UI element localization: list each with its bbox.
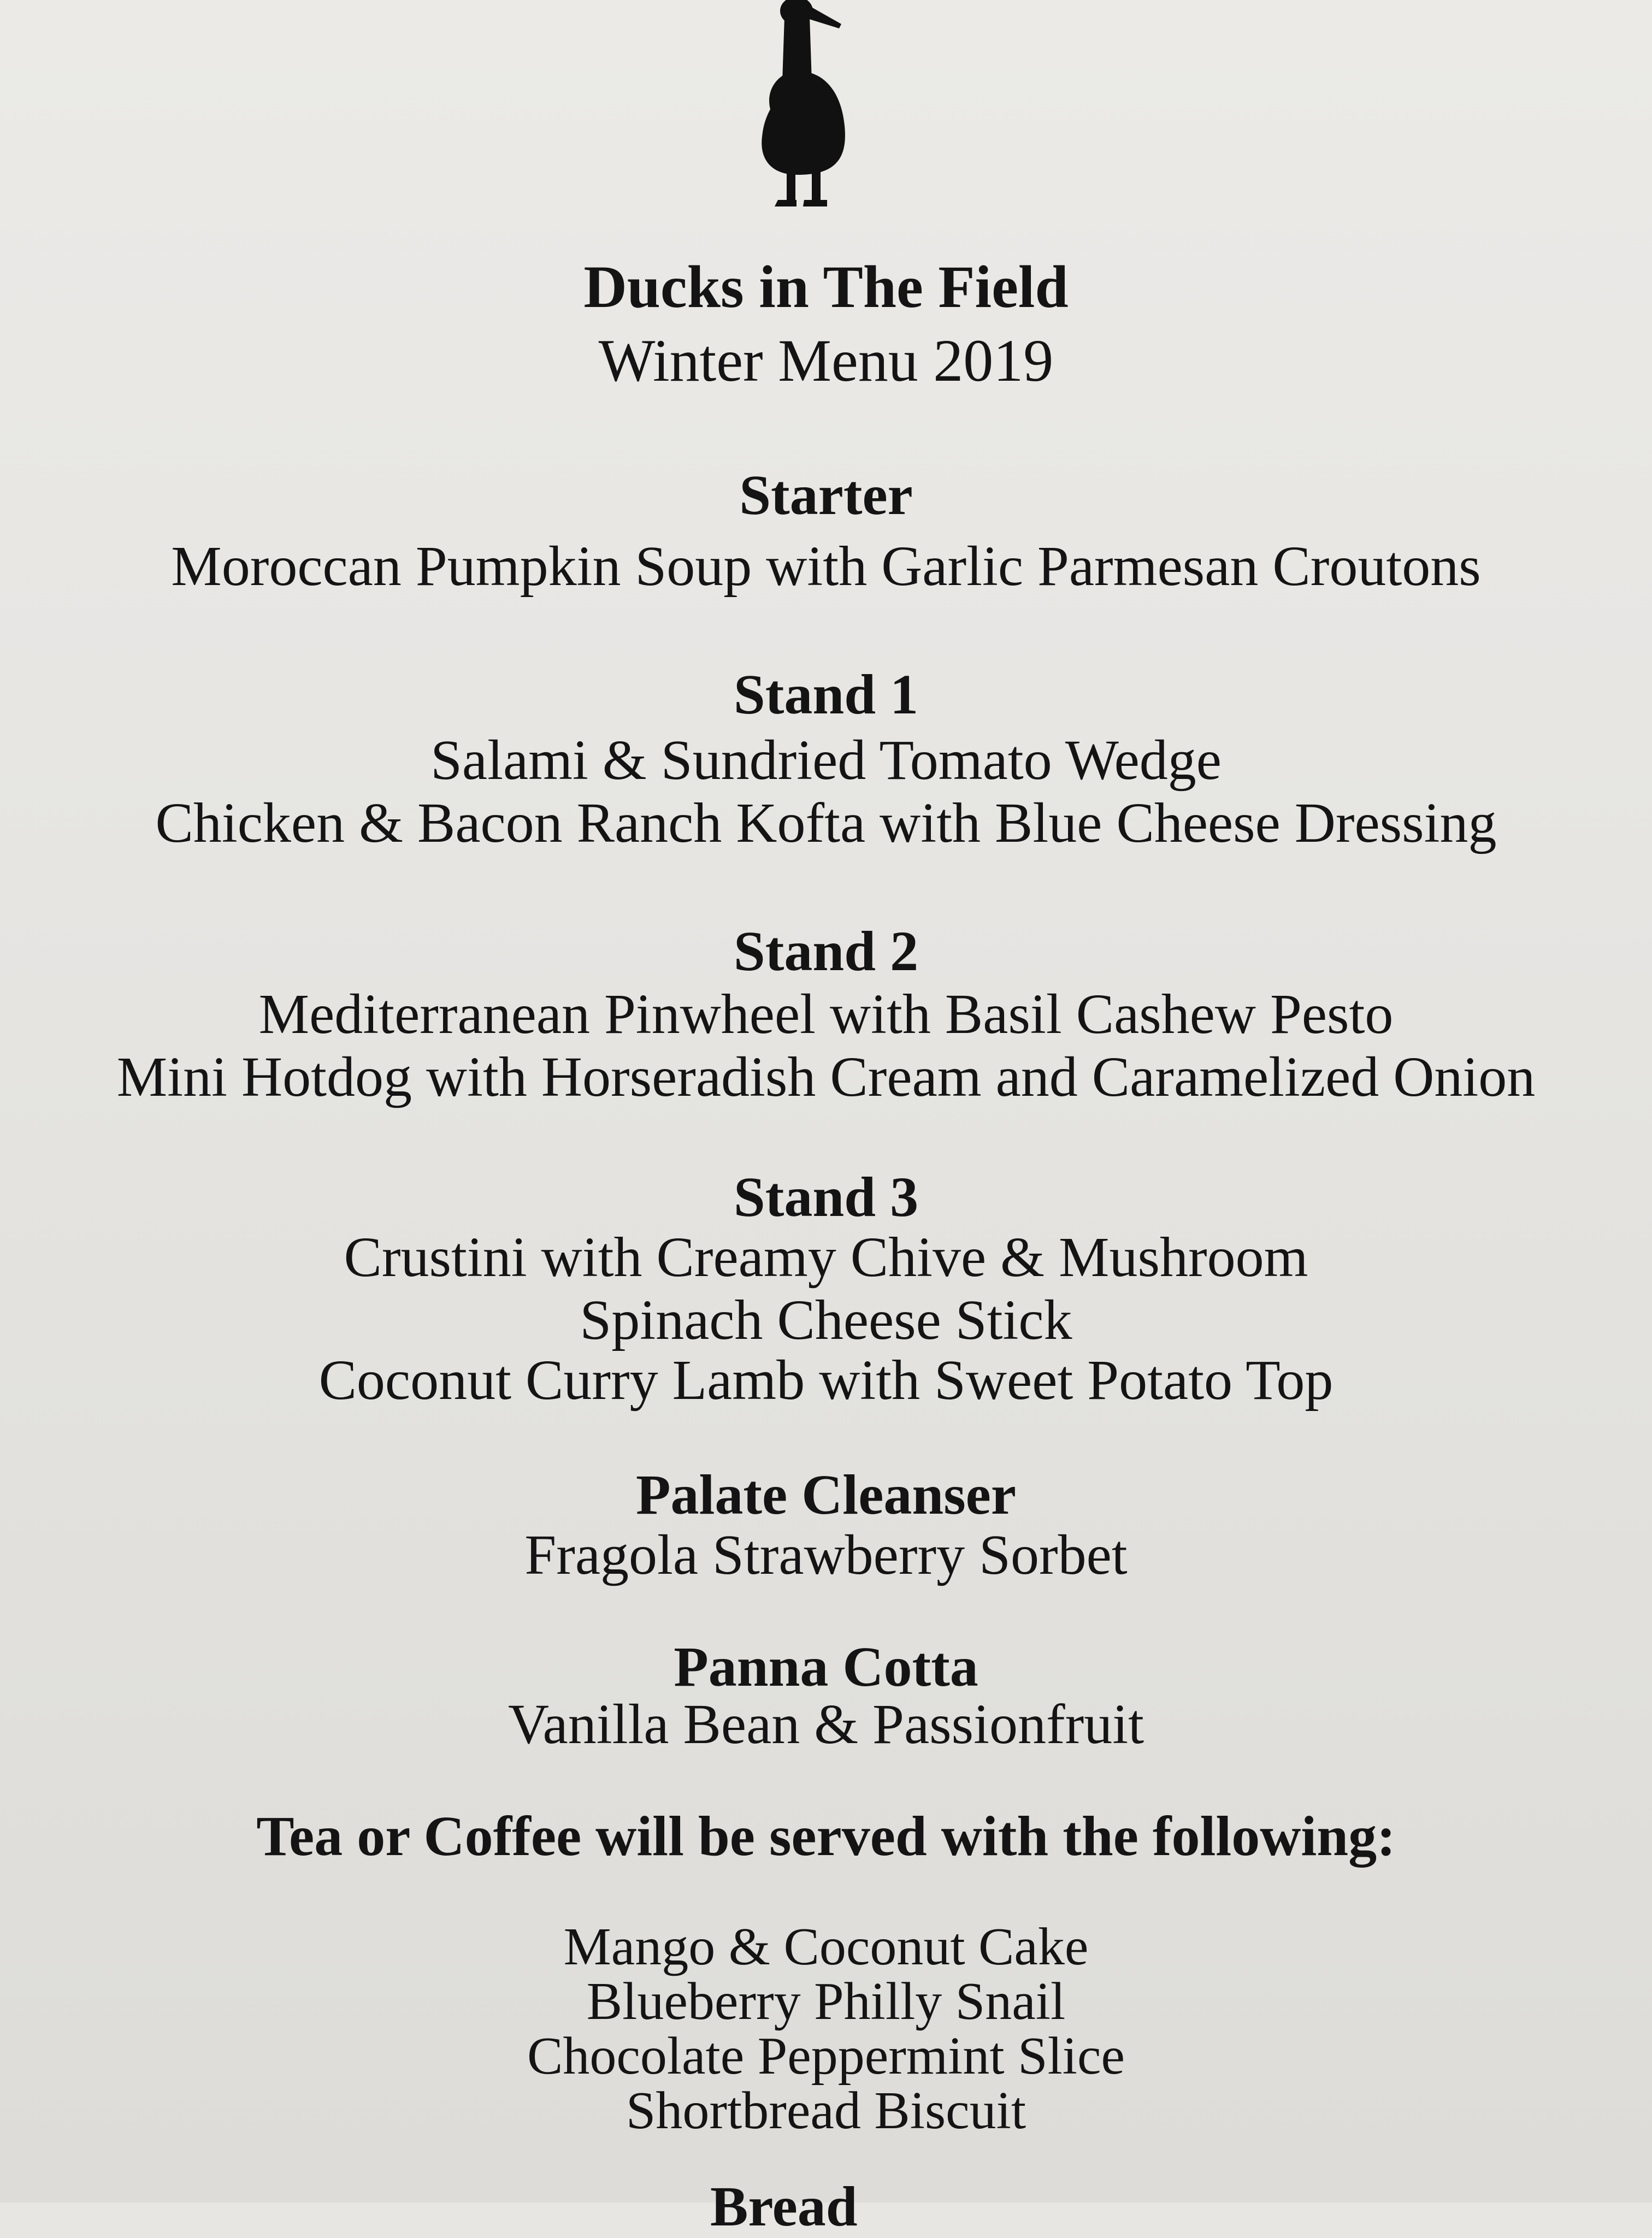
menu-item: Mango & Coconut Cake bbox=[563, 1917, 1089, 1976]
menu-item: Coconut Curry Lamb with Sweet Potato Top bbox=[318, 1349, 1334, 1412]
partial-section-heading bbox=[710, 2175, 858, 2238]
menu-item: Chicken & Bacon Ranch Kofta with Blue Cheese Dressing bbox=[155, 792, 1497, 854]
partial-heading-text: Bread bbox=[710, 2175, 858, 2238]
section-heading-palate-cleanser: Palate Cleanser bbox=[635, 1463, 1016, 1526]
menu-item: Blueberry Philly Snail bbox=[586, 1972, 1066, 2031]
section-heading-stand-2: Stand 2 bbox=[733, 920, 919, 983]
section-heading-starter: Starter bbox=[739, 464, 913, 527]
section-heading-stand-1: Stand 1 bbox=[733, 663, 919, 726]
restaurant-name: Ducks in The Field bbox=[583, 253, 1069, 320]
menu-item: Moroccan Pumpkin Soup with Garlic Parmesan Croutons bbox=[171, 535, 1481, 598]
menu-item: Shortbread Biscuit bbox=[626, 2081, 1026, 2140]
duck-silhouette-icon bbox=[732, 0, 874, 213]
section-heading-stand-3: Stand 3 bbox=[733, 1166, 919, 1229]
menu-item: Vanilla Bean & Passionfruit bbox=[508, 1693, 1144, 1756]
menu-item: Mediterranean Pinwheel with Basil Cashew Pesto bbox=[258, 983, 1394, 1046]
menu-item: Mini Hotdog with Horseradish Cream and Caramelized Onion bbox=[116, 1046, 1536, 1108]
menu-item: Crustini with Creamy Chive & Mushroom bbox=[344, 1226, 1308, 1289]
menu-item: Fragola Strawberry Sorbet bbox=[524, 1524, 1128, 1586]
menu-item: Spinach Cheese Stick bbox=[580, 1289, 1072, 1351]
menu-item: Salami & Sundried Tomato Wedge bbox=[430, 729, 1222, 792]
section-heading-panna-cotta: Panna Cotta bbox=[674, 1635, 978, 1698]
menu-title: Winter Menu 2019 bbox=[598, 327, 1054, 394]
section-heading-tea-coffee: Tea or Coffee will be served with the following: bbox=[256, 1805, 1396, 1868]
menu-item: Chocolate Peppermint Slice bbox=[527, 2027, 1125, 2086]
